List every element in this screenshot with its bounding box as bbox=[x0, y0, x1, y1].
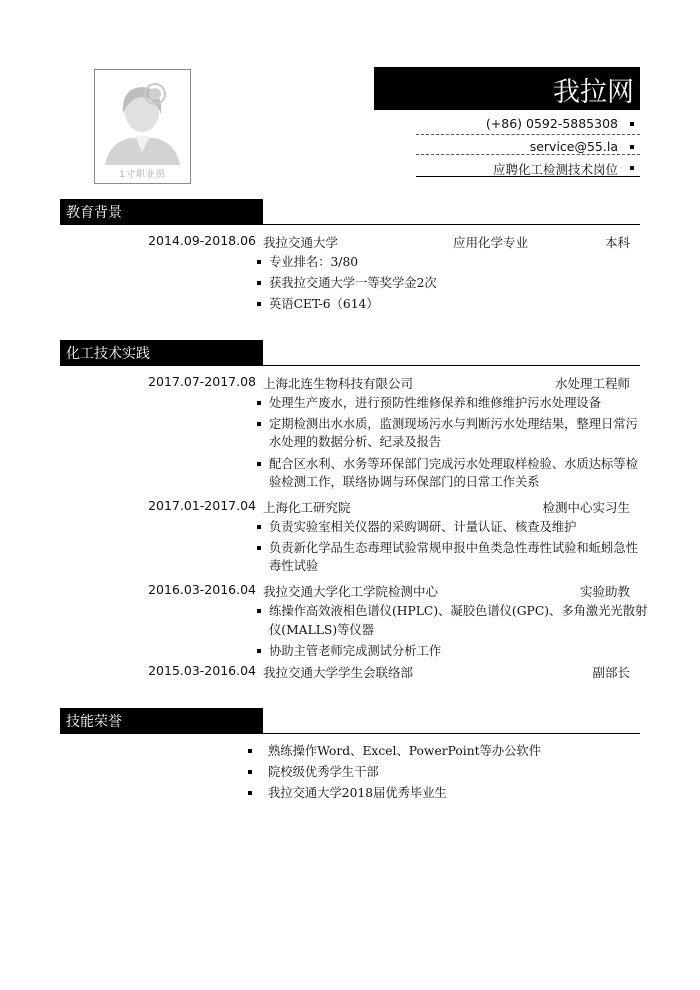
job-role: 水处理工程师 bbox=[554, 376, 630, 391]
bullet-icon bbox=[257, 649, 261, 653]
job-org: 我拉交通大学化工学院检测中心 bbox=[263, 584, 439, 599]
section-header-education bbox=[60, 199, 263, 224]
bullet-icon bbox=[248, 770, 252, 774]
job-date: 2016.03-2016.04 bbox=[148, 582, 256, 597]
bullet-icon bbox=[257, 525, 261, 529]
position-text: 应聘化工检测技术岗位 bbox=[492, 162, 618, 177]
job-org: 我拉交通大学学生会联络部 bbox=[263, 665, 414, 680]
section-divider bbox=[60, 224, 640, 225]
job-role: 检测中心实习生 bbox=[542, 500, 630, 515]
section-divider bbox=[60, 733, 640, 734]
bullet-icon bbox=[257, 281, 261, 285]
profile-photo bbox=[94, 69, 191, 184]
job-date: 2017.01-2017.04 bbox=[148, 498, 256, 513]
section-header-skills bbox=[60, 708, 263, 733]
candidate-name: 我拉网 bbox=[553, 77, 634, 108]
bullet-icon bbox=[248, 791, 252, 795]
section-divider bbox=[60, 365, 640, 366]
bullet-icon bbox=[257, 302, 261, 306]
section-title: 技能荣誉 bbox=[66, 714, 122, 730]
phone-text: (+86) 0592-5885308 bbox=[485, 116, 618, 131]
edu-date: 2014.09-2018.06 bbox=[148, 233, 256, 248]
bullet-icon bbox=[257, 260, 261, 264]
edu-school: 我拉交通大学 bbox=[263, 235, 339, 250]
bullet-icon bbox=[257, 609, 261, 613]
bullet-square-icon bbox=[630, 122, 634, 126]
bullet-square-icon bbox=[630, 166, 634, 170]
job-role: 实验助教 bbox=[579, 584, 630, 599]
section-title: 教育背景 bbox=[66, 205, 122, 221]
bullet-icon bbox=[257, 462, 261, 466]
section-title: 化工技术实践 bbox=[66, 346, 150, 362]
job-date: 2017.07-2017.08 bbox=[148, 374, 256, 389]
job-role: 副部长 bbox=[592, 665, 630, 680]
bullet-icon bbox=[257, 546, 261, 550]
job-org: 上海化工研究院 bbox=[263, 500, 351, 515]
position-row bbox=[416, 158, 640, 178]
section-header-practice bbox=[60, 340, 263, 365]
bullet-square-icon bbox=[630, 145, 634, 149]
divider bbox=[416, 176, 640, 177]
phone-row bbox=[416, 114, 640, 134]
email-text: service@55.la bbox=[529, 139, 618, 154]
divider bbox=[416, 134, 640, 135]
job-org: 上海北连生物科技有限公司 bbox=[263, 376, 414, 391]
divider bbox=[416, 154, 640, 155]
edu-degree: 本科 bbox=[604, 235, 630, 250]
photo-caption: 1寸职业照 bbox=[119, 170, 166, 180]
bullet-icon bbox=[248, 749, 252, 753]
job-date: 2015.03-2016.04 bbox=[148, 663, 256, 678]
bullet-icon bbox=[257, 401, 261, 405]
bullet-icon bbox=[257, 422, 261, 426]
edu-major: 应用化学专业 bbox=[453, 235, 529, 250]
name-header bbox=[374, 67, 640, 110]
